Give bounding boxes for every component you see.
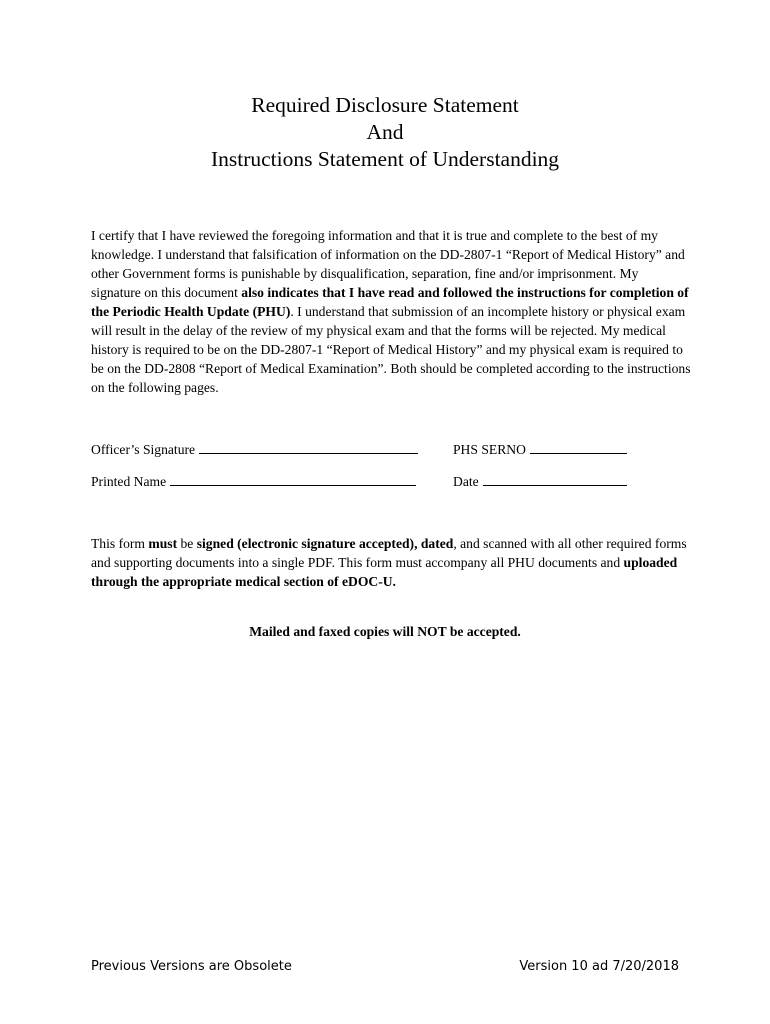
footer-version: Version 10 ad 7/20/2018: [519, 959, 679, 974]
officer-signature-label: Officer’s Signature: [91, 442, 196, 457]
submission-bold-3: uploaded through the appropriate medical section of eDOC-U.: [91, 555, 678, 589]
officer-signature-line[interactable]: [199, 440, 418, 454]
submission-bold-2: signed (electronic signature accepted), dated: [196, 536, 454, 551]
officer-signature-field: [91, 440, 418, 459]
submission-text-3: , and scanned with all other required forms and supporting documents into a single PDF. This form must accompany all PHU documents and: [91, 536, 687, 570]
phs-serno-field: [453, 440, 627, 459]
certification-bold-text: also indicates that I have read and followed the instructions for completion of the Periodic Health Update (PHU): [91, 285, 689, 319]
title-line-2: And: [366, 120, 404, 144]
submission-text-1: This form: [91, 536, 149, 551]
certification-text-1: I certify that I have reviewed the foregoing information and that it is true and complete to the best of my knowledge. I understand that falsification of information on the DD-2807-1 “Report of Medical History” and other Government forms is punishable by disqualification, separation, fine and/or imprisonment. My signature on this document: [91, 228, 685, 300]
date-field: [453, 472, 627, 491]
footer-obsolete-notice: Previous Versions are Obsolete: [91, 959, 292, 974]
date-line[interactable]: [483, 472, 627, 486]
title-line-1: Required Disclosure Statement: [251, 93, 519, 117]
submission-bold-1: must: [148, 536, 178, 551]
printed-name-field: [91, 472, 416, 491]
certification-paragraph: [91, 226, 691, 397]
title-line-3: Instructions Statement of Understanding: [210, 147, 560, 171]
phs-serno-label: PHS SERNO: [453, 442, 526, 457]
submission-instructions: [91, 534, 691, 591]
date-label: Date: [453, 474, 479, 489]
mailed-faxed-warning: Mailed and faxed copies will NOT be accepted.: [249, 624, 521, 639]
printed-name-label: Printed Name: [91, 474, 167, 489]
submission-text-2: be: [177, 536, 197, 551]
certification-text-2: . I understand that submission of an incomplete history or physical exam will result in the delay of the review of my physical exam and that the forms will be rejected. My medical history is required to be on the DD-2807-1 “Report of Medical History” and my physical exam is required to be on the DD-2808 “Report of Medical Examination”. Both should be completed according to the instructions on the following pages.: [91, 304, 691, 395]
printed-name-line[interactable]: [170, 472, 416, 486]
document-title: [0, 92, 770, 173]
phs-serno-line[interactable]: [530, 440, 627, 454]
